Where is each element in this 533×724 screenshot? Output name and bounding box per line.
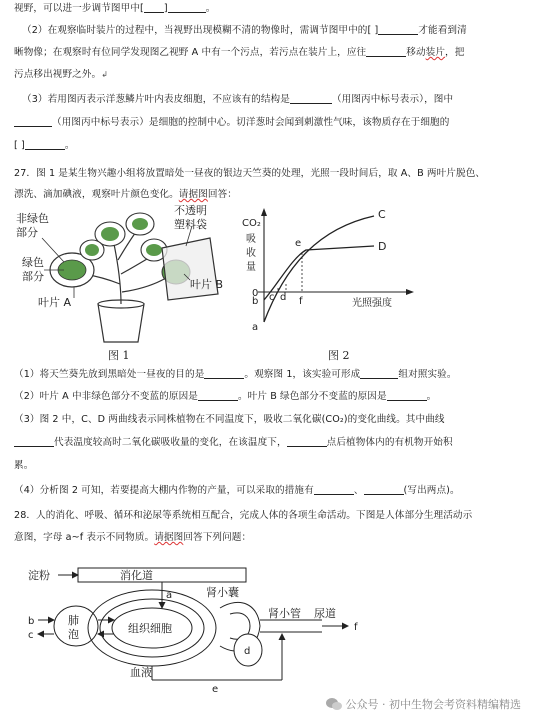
q28-line-2: 意图，字母 a~f 表示不同物质。请据图回答下列问题： xyxy=(14,532,252,543)
label-lung-2: 泡 xyxy=(68,628,79,641)
point-a-label: a xyxy=(252,322,259,333)
q28-line-1: 28．人的消化、呼吸、循环和泌尿等系统相互配合，完成人体的各项生命活动。下图是人体部分生理活动示 xyxy=(14,510,473,521)
label-b: b xyxy=(28,616,35,627)
label-digestive-tract: 消化道 xyxy=(120,569,153,582)
x-axis-label: 光照强度 xyxy=(352,298,392,309)
q26-line-3: 晰物像；在观察时有位同学发现图乙视野 A 中有一个污点，若污点在装片上，应往 移动装片，把 xyxy=(14,47,465,58)
q27-line-2: 漂洗、滴加碘液，观察叶片颜色变化。请据图回答： xyxy=(14,189,237,200)
label-urethra: 尿道 xyxy=(314,607,336,620)
label-opaque-bag: 不透明 xyxy=(174,204,207,217)
q27-sub-1: （1）将天竺葵先放到黑暗处一昼夜的目的是 。观察图 1，该实验可形成 组对照实验。 xyxy=(14,369,457,380)
origin-label: 0 xyxy=(252,288,259,299)
q26-line-2: （2）在观察临时装片的过程中，当视野出现模糊不清的物像时，需调节图甲中的[ ] 才能看到清 xyxy=(22,25,467,36)
label-nongreen-part: 非绿色 xyxy=(16,212,49,225)
watermark-text: 公众号 · 初中生物会考资料精编精选 xyxy=(345,698,521,711)
label-starch: 淀粉 xyxy=(28,569,50,582)
q26-line-4: 污点移出视野之外。↲ xyxy=(14,69,109,80)
curve-d-label: D xyxy=(378,240,387,253)
y-axis-label-4: 量 xyxy=(246,262,256,273)
label-kidney-capsule: 肾小囊 xyxy=(206,586,239,599)
label-f: f xyxy=(354,622,358,633)
label-leaf-a: 叶片 A xyxy=(38,296,72,309)
label-nongreen-part-2: 部分 xyxy=(16,226,38,239)
point-b-label: b xyxy=(252,296,259,307)
q26-line-5: （3）若用图丙表示洋葱鳞片叶内表皮细胞，不应该有的结构是 （用图丙中标号表示），图中 xyxy=(22,94,454,105)
label-blood: 血液 xyxy=(130,666,152,679)
q27-sub-3: （3）图 2 中，C、D 两曲线表示同株植物在不同温度下，吸收二氧化碳(CO₂)的变化曲线。其中曲线 xyxy=(14,414,445,425)
label-lung-1: 肺 xyxy=(68,614,79,627)
label-renal-tubule: 肾小管 xyxy=(268,607,301,620)
q27-sub-4: （4）分析图 2 可知，若要提高大棚内作物的产量，可以采取的措施有 、 (写出两点)。 xyxy=(14,485,460,496)
point-d-label: d xyxy=(280,292,287,303)
q27-sub-2: （2）叶片 A 中非绿色部分不变蓝的原因是 。叶片 B 绿色部分不变蓝的原因是 。 xyxy=(14,391,437,402)
point-c-label: c xyxy=(269,292,275,303)
figure-1-caption: 图 1 xyxy=(108,349,130,362)
label-c: c xyxy=(28,630,34,641)
physiology-diagram xyxy=(22,556,382,696)
q26-line-1: 视野，可以进一步调节图甲中[ ] 。 xyxy=(14,3,216,14)
point-e-label: e xyxy=(295,238,302,249)
label-green-part: 绿色 xyxy=(22,256,44,269)
wechat-icon xyxy=(326,697,342,711)
q26-line-7: [ ] 。 xyxy=(14,140,75,151)
label-e: e xyxy=(212,684,219,695)
figure-2-caption: 图 2 xyxy=(328,349,350,362)
label-green-part-2: 部分 xyxy=(22,270,44,283)
point-f-label: f xyxy=(299,296,303,307)
label-opaque-bag-2: 塑料袋 xyxy=(174,218,207,231)
label-d: d xyxy=(244,646,251,657)
q27-sub-3-cont: 代表温度较高时二氧化碳吸收量的变化，在该温度下， 点后植物体内的有机物开始积 xyxy=(14,432,522,453)
figure-2-graph xyxy=(242,204,442,364)
watermark xyxy=(326,696,522,712)
figure-1-plant xyxy=(14,204,244,364)
q27-line-1: 27．图 1 是某生物兴趣小组将放置暗处一昼夜的银边天竺葵的处理，光照一段时间后，取 A、B 两叶片脱色、 xyxy=(14,168,486,179)
y-axis-label-3: 收 xyxy=(246,248,256,259)
label-tissue-cells: 组织细胞 xyxy=(128,622,172,635)
y-axis-label-2: 吸 xyxy=(246,234,256,245)
label-a: a xyxy=(166,590,173,601)
q26-line-6: （用图丙中标号表示）是细胞的控制中心。切洋葱时会闻到刺激性气味，该物质存在于细胞的 xyxy=(14,112,522,133)
curve-c-label: C xyxy=(378,208,386,221)
q27-sub-3-end: 累。 xyxy=(14,460,34,471)
label-leaf-b: 叶片 B xyxy=(190,278,224,291)
y-axis-label-co2: CO₂ xyxy=(242,218,261,229)
